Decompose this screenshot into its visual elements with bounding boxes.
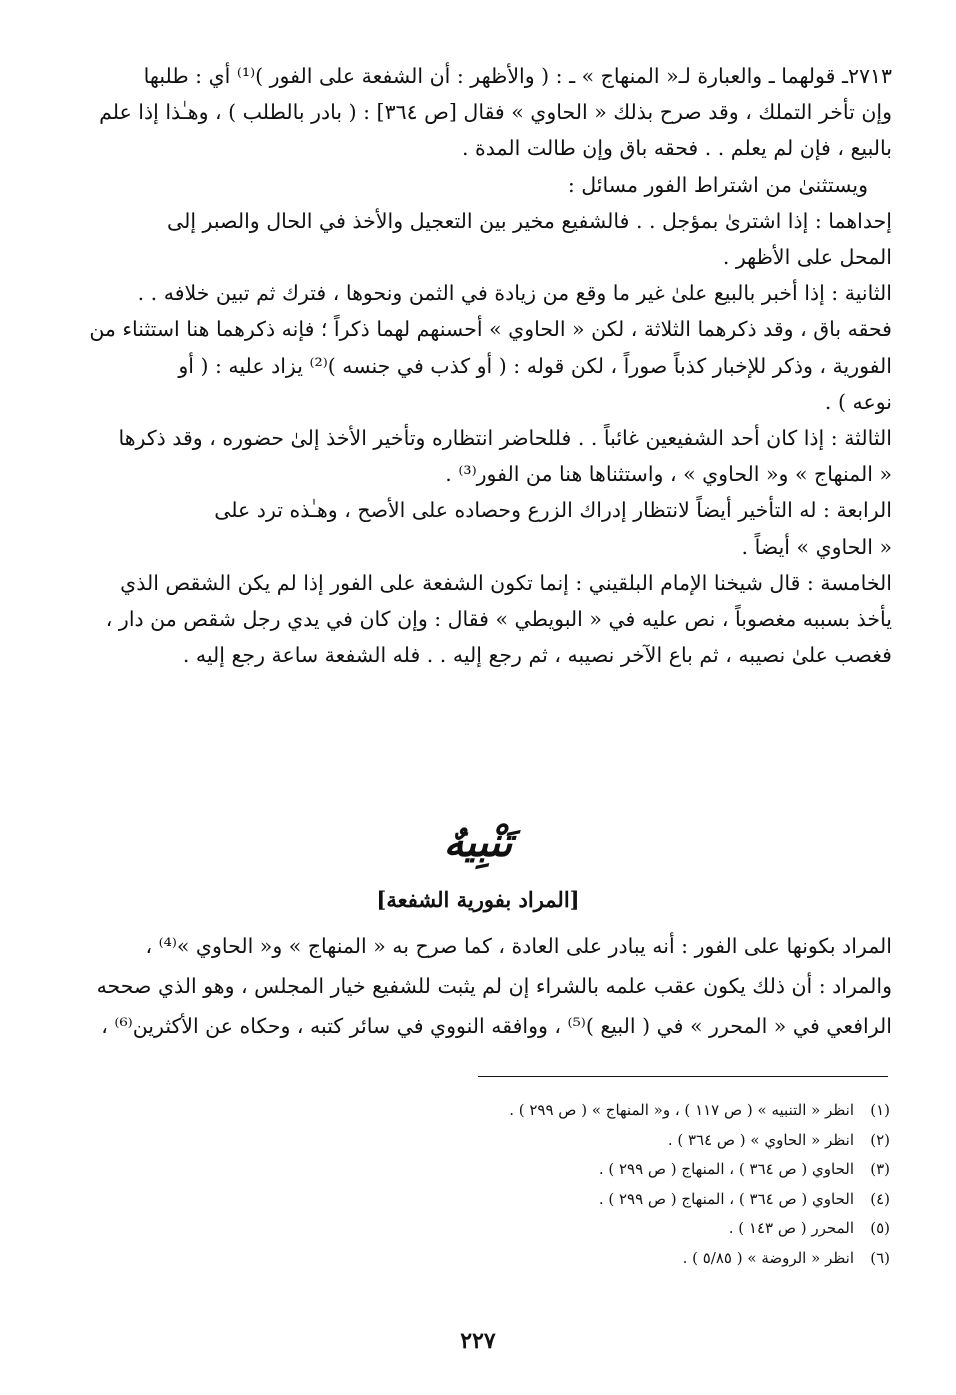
text-line: الرابعة : له التأخير أيضاً لانتظار إدراك الزرع وحصاده على الأصح ، وهـٰذه ترد على	[214, 498, 892, 523]
footnote-number: (٢)	[870, 1130, 890, 1149]
footnote	[430, 1185, 890, 1215]
footnote-text: الحاوي ( ص ٣٦٤ ) ، المنهاج ( ص ٢٩٩ ) .	[598, 1160, 854, 1178]
text-line: إحداهما : إذا اشترىٰ بمؤجل . . فالشفيع مخير بين التعجيل والأخذ في الحال والصبر إلى	[167, 208, 892, 233]
text-line: ويستثنىٰ من اشتراط الفور مسائل :	[567, 172, 868, 197]
text-line: وإن تأخر التملك ، وقد صرح بذلك « الحاوي » فقال [ص ٣٦٤] : ( بادر بالطلب ) ، وهـٰذا إذا علم	[99, 100, 892, 125]
footnotes	[430, 1096, 890, 1273]
footnote	[430, 1096, 890, 1126]
text-line: ٢٧١٣ـ قولهما ـ والعبارة لـ« المنهاج » ـ : ( والأظهر : أن الشفعة على الفور )⁽¹⁾ أي : طلبها	[143, 64, 892, 88]
footnote-text: انظر « الحاوي » ( ص ٣٦٤ ) .	[667, 1130, 854, 1149]
text-line: بالبيع ، فإن لم يعلم . . فحقه باق وإن طالت المدة .	[462, 136, 892, 161]
page-number: ٢٢٧	[460, 1328, 496, 1354]
text-line: المحل على الأظهر .	[722, 245, 892, 270]
section-subheading: [المراد بفورية الشفعة]	[376, 887, 580, 912]
text-line: نوعه ) .	[824, 389, 892, 414]
text-line: فغصب علىٰ نصيبه ، ثم باع الآخر نصيبه ، ثم رجع إليه . . فله الشفعة ساعة رجع إليه .	[182, 643, 892, 668]
text-line: والمراد : أن ذلك يكون عقب علمه بالشراء إن لم يثبت للشفيع خيار المجلس ، وهو الذي صححه	[96, 974, 892, 998]
main-text-block	[62, 58, 892, 673]
footnote	[430, 1126, 890, 1156]
text-line: « الحاوي » أيضاً .	[741, 534, 892, 559]
text-line: الرافعي في « المحرر » في ( البيع )⁽⁵⁾ ، ووافقه النووي في سائر كتبه ، وحكاه عن الأكثرين⁽⁶⁾ ،	[101, 1014, 892, 1038]
text-line: الخامسة : قال شيخنا الإمام البلقيني : إنما تكون الشفعة على الفور إذا لم يكن الشقص الذي	[120, 570, 892, 595]
footnote-number: (١)	[870, 1101, 890, 1119]
footnote	[430, 1214, 890, 1244]
footnote-text: انظر « الروضة » ( ٥/٨٥ ) .	[682, 1248, 854, 1267]
footnote-number: (٦)	[870, 1248, 890, 1267]
text-line: الفورية ، وذكر للإخبار كذباً صوراً ، لكن قوله : ( أو كذب في جنسه )⁽²⁾ يزاد عليه : ( أو	[178, 353, 892, 378]
text-line: يأخذ بسببه مغصوباً ، نص عليه في « البويطي » فقال : وإن كان في يدي رجل شقص من دار ،	[105, 607, 892, 632]
text-line: المراد بكونها على الفور : أنه يبادر على العادة ، كما صرح به « المنهاج » و« الحاوي »⁽⁴⁾ ،	[145, 934, 892, 958]
footnote-text: الحاوي ( ص ٣٦٤ ) ، المنهاج ( ص ٢٩٩ ) .	[598, 1189, 854, 1208]
footnote-divider	[478, 1076, 888, 1077]
text-line: الثالثة : إذا كان أحد الشفيعين غائباً . . فللحاضر انتظاره وتأخير الأخذ إلىٰ حضوره ، وقد ذكرها	[118, 426, 892, 451]
text-line: الثانية : إذا أخبر بالبيع علىٰ غير ما وقع من زيادة في الثمن ونحوها ، فترك ثم تبين خلافه . .	[137, 281, 892, 306]
footnote-text: انظر « التنبيه » ( ص ١١٧ ) ، و« المنهاج » ( ص ٢٩٩ ) .	[509, 1101, 854, 1119]
footnote-text: المحرر ( ص ١٤٣ ) .	[728, 1219, 854, 1237]
footnote-number: (٣)	[870, 1160, 890, 1178]
text-line: « المنهاج » و« الحاوي » ، واستثناها هنا من الفور⁽³⁾ .	[445, 462, 892, 487]
section-heading: تَنْبِيهٌ	[443, 819, 513, 866]
footnote-number: (٥)	[870, 1219, 890, 1237]
footnote-number: (٤)	[870, 1189, 890, 1208]
footnote	[430, 1244, 890, 1274]
footnote	[430, 1155, 890, 1185]
second-text-block	[62, 926, 892, 1046]
text-line: فحقه باق ، وقد ذكرهما الثلاثة ، لكن « الحاوي » أحسنهم لهما ذكراً ؛ فإنه ذكرهما هنا استثناء من	[89, 317, 892, 342]
